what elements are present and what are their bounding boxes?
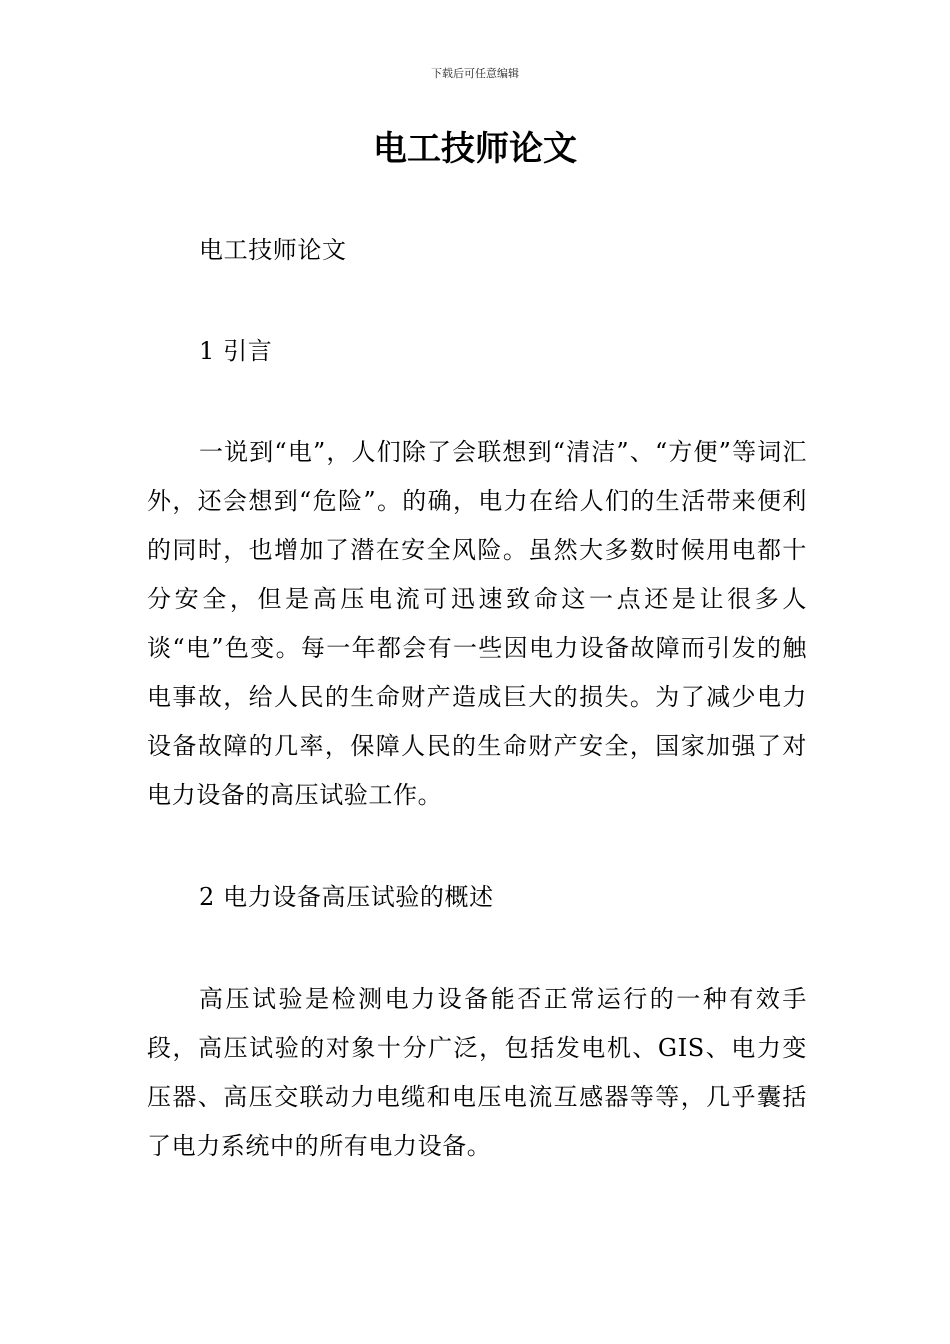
paragraph-spacer (147, 820, 807, 873)
document-title: 电工技师论文 (373, 129, 577, 169)
section-1-heading: 1 引言 (199, 337, 273, 365)
document-body (147, 226, 807, 1171)
paragraph-spacer (147, 275, 807, 327)
paragraph-spacer (147, 376, 807, 428)
subtitle: 电工技师论文 (199, 236, 347, 264)
section-2-paragraph: 高压试验是检测电力设备能否正常运行的一种有效手段，高压试验的对象十分广泛，包括发电机、GIS、电力变压器、高压交联动力电缆和电压电流互感器等等，几乎囊括了电力系统中的所有电力设备。 (147, 985, 807, 1160)
header-note: 下载后可任意编辑 (431, 67, 519, 80)
paragraph-spacer (147, 922, 807, 975)
section-2-heading: 2 电力设备高压试验的概述 (199, 883, 494, 911)
section-1-paragraph: 一说到“电”，人们除了会联想到“清洁”、“方便”等词汇外，还会想到“危险”。的确，电力在给人们的生活带来便利的同时，也增加了潜在安全风险。虽然大多数时候用电都十分安全，但是高压电流可迅速致命这一点还是让很多人谈“电”色变。每一年都会有一些因电力设备故障而引发的触电事故，给人民的生命财产造成巨大的损失。为了减少电力设备故障的几率，保障人民的生命财产安全，国家加强了对电力设备的高压试验工作。 (147, 438, 807, 809)
